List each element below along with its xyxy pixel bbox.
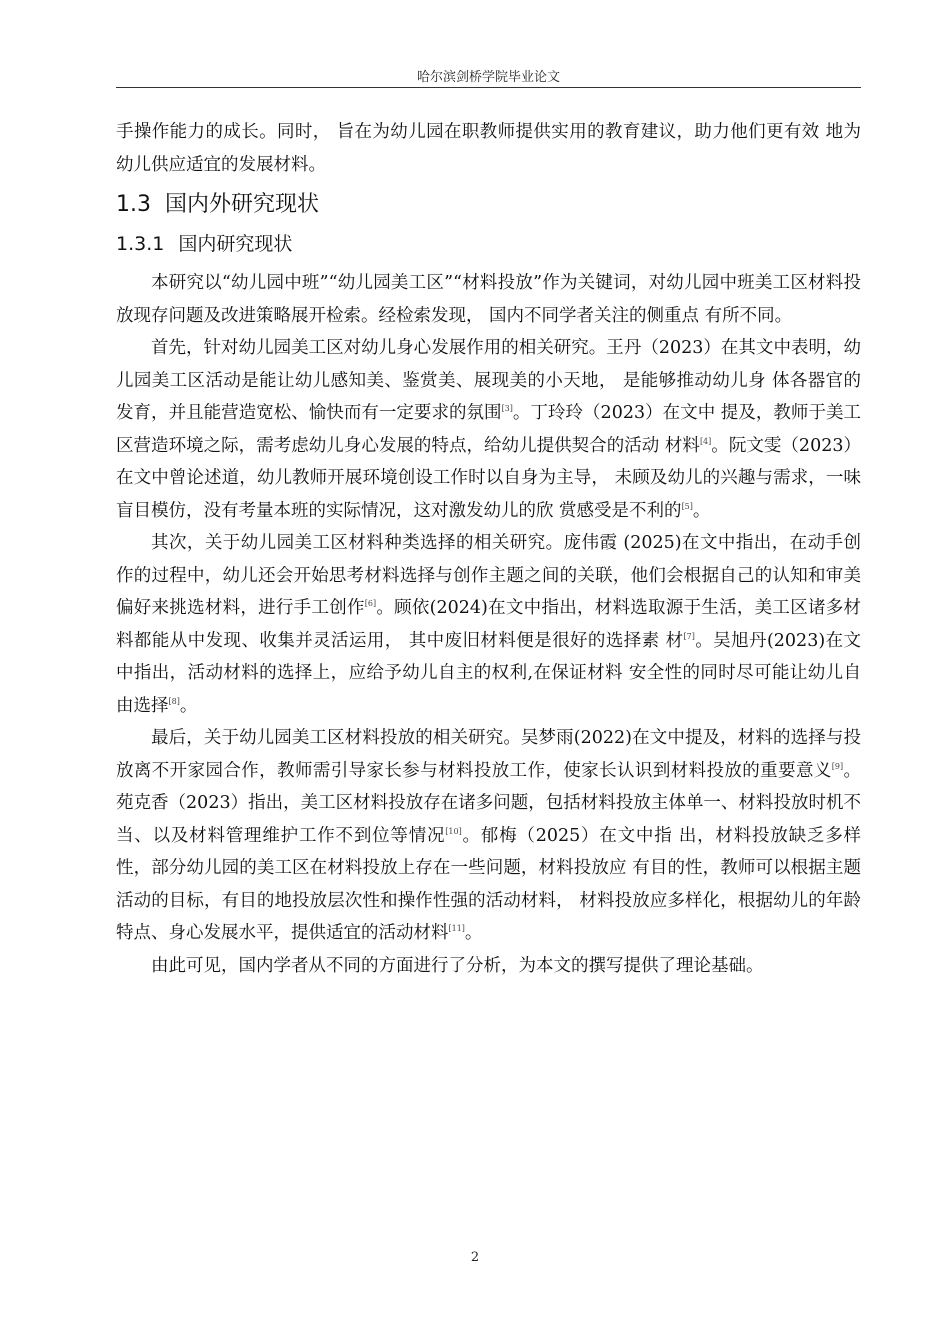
paragraph-text: 。苑克香（2023）指出，美工区材料投放存在诸多问题，包括材料投放主体单一、材料投放时机不当、以及材料管理维护工作不到位等情况 (116, 760, 862, 846)
paragraph-keywords (116, 267, 861, 332)
header-rule (116, 87, 861, 88)
section-title: 国内外研究现状 (165, 192, 320, 217)
section-number: 1.3 (116, 192, 151, 217)
section-heading (116, 185, 861, 225)
citation-ref[interactable]: [11] (448, 924, 465, 934)
intro-paragraph (116, 116, 861, 181)
paragraph-text: 首先，针对幼儿园美工区对幼儿身心发展作用的相关研究。王丹（2023）在其文中表明，幼儿园美工区活动是能让幼儿感知美、鉴赏美、展现美的小天地， 是能够推动幼儿身 体各器官的发育，并且能营造宽松、愉快而有一定要求的氛围 (116, 338, 861, 423)
citation-ref[interactable]: [3] (501, 404, 513, 414)
paragraph-text: 。丁玲玲（2023）在文中 提及，教师于美工区营造环境之际，需考虑幼儿身心发展的特点，给幼儿提供契合的活动 材料 (116, 403, 861, 456)
citation-ref[interactable]: [9] (831, 761, 844, 771)
paragraph-second (116, 527, 861, 722)
citation-ref[interactable]: [8] (168, 696, 180, 706)
paragraph-text: 由此可见，国内学者从不同的方面进行了分析，为本文的撰写提供了理论基础。 (151, 955, 764, 976)
paragraph-text: 。吴旭丹(2023)在文中指出，活动材料的选择上，应给予幼儿自主的权利,在保证材料 安全性的同时尽可能让幼儿自由选择 (116, 630, 861, 716)
page-number: 2 (470, 1250, 480, 1265)
paragraph-text: 。 (464, 923, 483, 943)
intro-text: 手操作能力的成长。同时， 旨在为幼儿园在职教师提供实用的教育建议，助力他们更有效 地为幼儿供应适宜的发展材料。 (116, 122, 861, 175)
subsection-number: 1.3.1 (116, 233, 165, 255)
paragraph-text: 。 (179, 695, 198, 716)
paragraph-text: 本研究以“幼儿园中班”“幼儿园美工区”“材料投放”作为关键词，对幼儿园中班美工区材料投放现存问题及改进策略展开检索。经检索发现， 国内不同学者关注的侧重点 有所不同。 (116, 273, 861, 326)
paragraph-third (116, 722, 861, 950)
citation-ref[interactable]: [4] (699, 436, 712, 446)
paragraph-conclusion (116, 950, 861, 983)
running-header: 哈尔滨剑桥学院毕业论文 (416, 70, 560, 85)
paragraph-text: 其次，关于幼儿园美工区材料种类选择的相关研究。庞伟霞 (2025)在文中指出，在动手创作的过程中，幼儿还会开始思考材料选择与创作主题之间的关联，他们会根据自己的认知和审美偏好来挑选材料，进行手工创作 (116, 533, 861, 618)
paragraph-text: 最后，关于幼儿园美工区材料投放的相关研究。吴梦雨(2022)在文中提及，材料的选择与投放离不开家园合作，教师需引导家长参与材料投放工作，使家长认识到材料投放的重要意义 (116, 728, 861, 781)
paragraph-text: 。 (692, 500, 711, 521)
paragraph-text: 。郁梅（2025）在文中指 出，材料投放缺乏多样性，部分幼儿园的美工区在材料投放上存在一些问题，材料投放应 有目的性，教师可以根据主题活动的目标，有目的地投放层次性和操作性强的活动材料， 材料投放应多样化，根据幼儿的年龄特点、身心发展水平，提供适宜的活动材料 (116, 825, 861, 943)
paragraph-text: 。阮文雯（2023）在文中曾论述道，幼儿教师开展环境创设工作时以自身为主导， 未顾及幼儿的兴趣与需求，一味盲目模仿，没有考量本班的实际情况，这对激发幼儿的欣 赏感受是不利的 (116, 435, 861, 521)
citation-ref[interactable]: [7] (683, 631, 695, 641)
citation-ref[interactable]: [5] (681, 501, 693, 511)
paragraph-first (116, 332, 861, 527)
citation-ref[interactable]: [6] (364, 599, 377, 609)
subsection-title: 国内研究现状 (178, 233, 293, 255)
subsection-heading (116, 225, 861, 263)
page-body (116, 116, 861, 982)
citation-ref[interactable]: [10] (445, 826, 462, 836)
paragraph-text: 。顾依(2024)在文中指出，材料选取源于生活，美工区诸多材料都能从中发现、收集并灵活运用， 其中废旧材料便是很好的选择素 材 (116, 598, 861, 651)
